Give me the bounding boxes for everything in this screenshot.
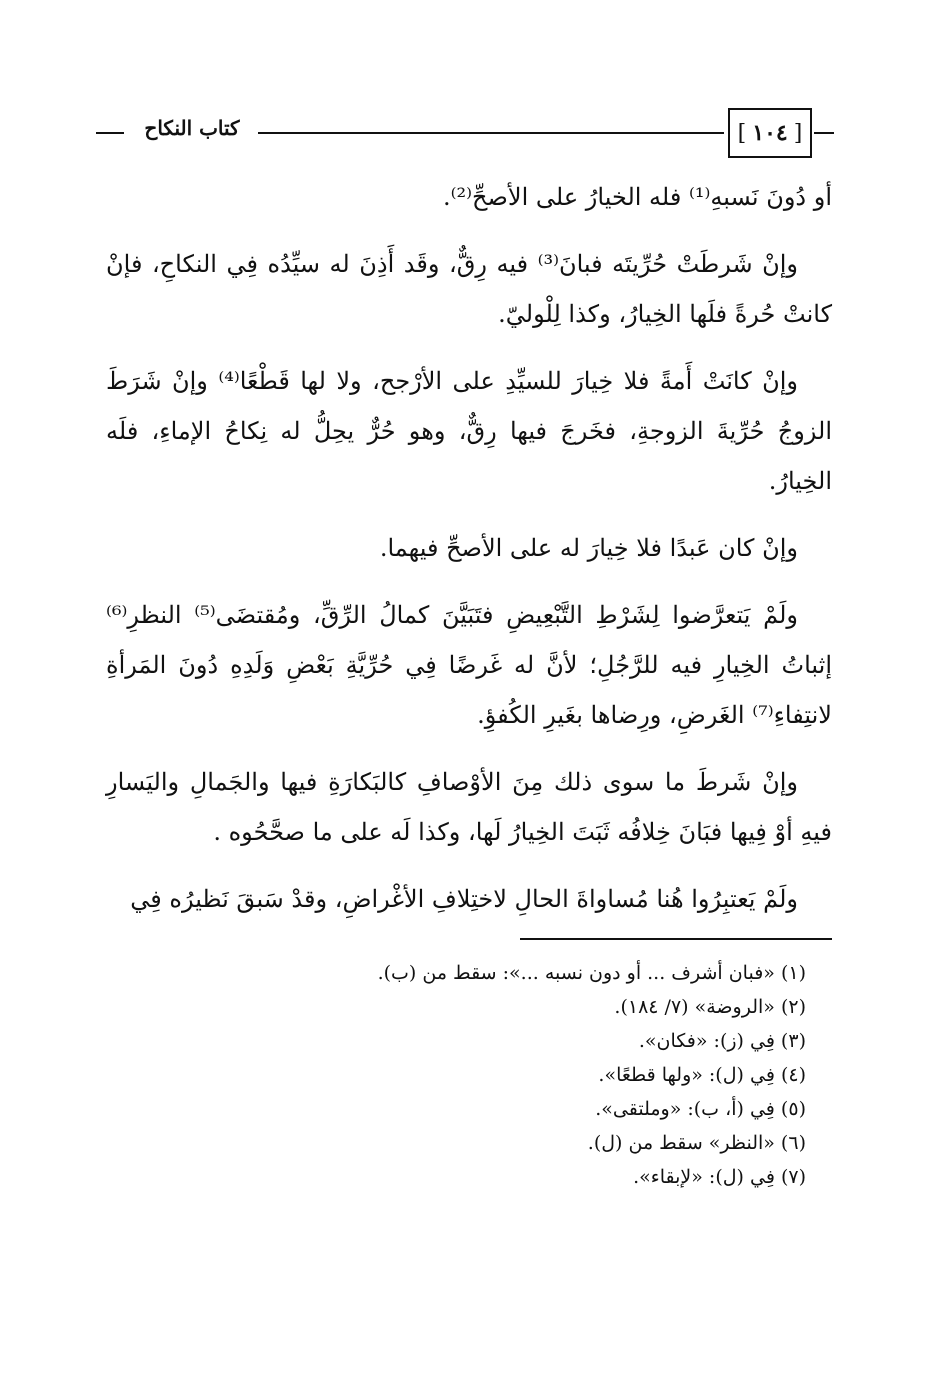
footnote: (٤) فِي (ل): «ولها قطعًا». [598, 1064, 806, 1086]
main-text [106, 172, 832, 941]
footnote: (١) «فبان أشرف ... أو دون نسبه ...»: سقط من (ب). [377, 962, 806, 984]
footnote: (٢) «الروضة» (٧/ ١٨٤). [614, 996, 806, 1018]
chapter-title: كتاب النكاح [144, 116, 240, 140]
paragraph: أو دُونَ نَسبهِ⁽¹⁾ فله الخيارُ على الأصحِّ⁽²⁾. [443, 183, 832, 211]
footnote: (٣) فِي (ز): «فكان». [638, 1030, 806, 1052]
footnote: (٥) فِي (أ، ب): «وملتقى». [595, 1098, 806, 1120]
page-number: [ ١٠٤ ] [738, 120, 803, 146]
footnote-separator [520, 938, 832, 940]
header-rule-right [814, 132, 834, 134]
paragraph: ولَمْ يَتعرَّضوا لِشَرْطِ التَّبْعِيضِ فتَبَيَّنَ كمالُ الرِّقِّ، ومُقتضَى⁽⁵⁾ النظرِ⁽⁶⁾ إثباتُ الخِيارِ فيه للرَّجُلِ؛ لأنَّ له غَرضًا فِي حُرِّيَّةِ بَعْضِ وَلَدِهِ دُونَ المَرأةِ لانتِفاءِ⁽⁷⁾ الغَرضِ، ورِضاها بغَيرِ الكُفؤِ. [106, 601, 832, 729]
paragraph: وإنْ شَرطَتْ حُرِّيتَه فبانَ⁽³⁾ فيه رِقٌّ، وقَد أَذِنَ له سيِّدُه فِي النكاحِ، فإنْ كانتْ حُرةً فلَها الخِيارُ، وكذا لِلْوليّ. [106, 250, 832, 328]
paragraph: وإنْ شَرطَ ما سوى ذلك مِنَ الأوْصافِ كالبَكارَةِ فيها والجَمالِ واليَسارِ فيهِ أوْ فِيها فبَانَ خِلافُه ثَبَتَ الخِيارُ لَها، وكذا لَه على ما صحَّحُوه . [106, 768, 832, 846]
footnote: (٦) «النظر» سقط من (ل). [587, 1132, 806, 1154]
header-rule-middle [258, 132, 724, 134]
header-rule-left [96, 132, 124, 134]
paragraph: وإنْ كانَتْ أَمةً فلا خِيارَ للسيِّدِ على الأرْجح، ولا لها قَطْعًا⁽⁴⁾ وإنْ شَرَطَ الزوجُ حُرِّيةَ الزوجةِ، فخَرجَ فيها رِقٌّ، وهو حُرٌّ يحِلُّ له نِكاحُ الإماءِ، فلَه الخِيارُ. [106, 367, 832, 495]
page-number-box [728, 108, 812, 158]
footnotes [106, 956, 806, 1194]
paragraph: ولَمْ يَعتبِرُوا هُنا مُساواةَ الحالِ لاختِلافِ الأغْراضِ، وقدْ سَبقَ نَظيرُه فِي [130, 885, 798, 913]
page-header [88, 108, 834, 160]
footnote: (٧) فِي (ل): «لإبقاء». [633, 1166, 806, 1188]
paragraph: وإنْ كان عَبدًا فلا خِيارَ له على الأصحِّ فيهما. [379, 534, 798, 562]
